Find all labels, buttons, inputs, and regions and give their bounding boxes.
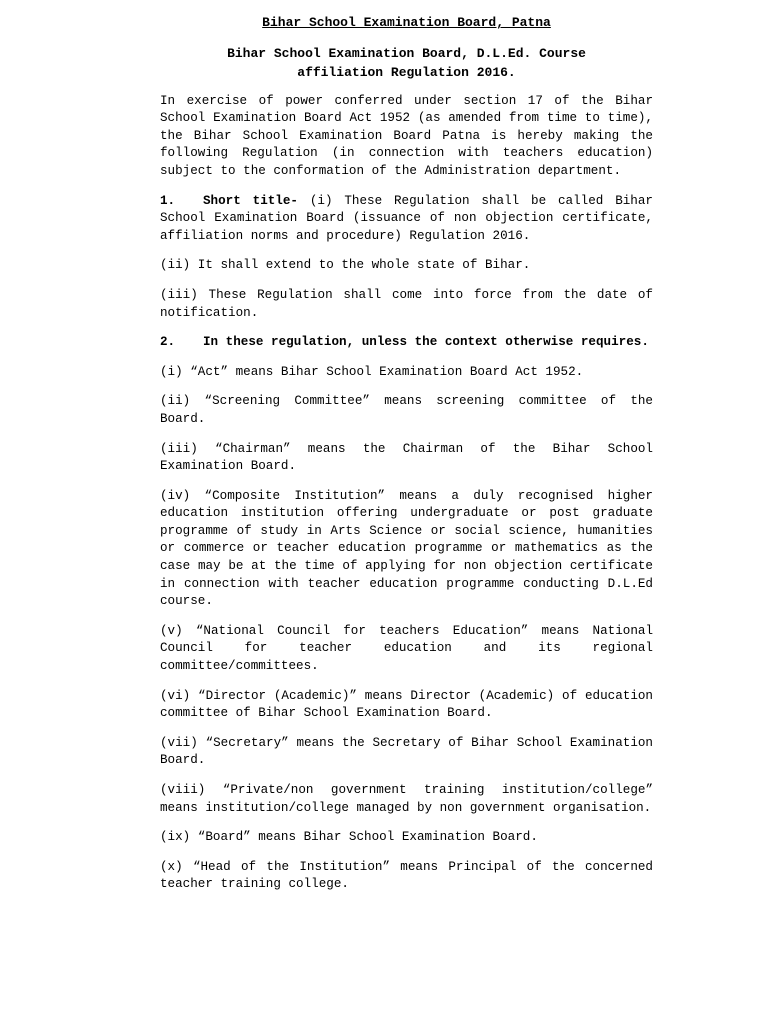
section-2-heading: In these regulation, unless the context otherwise requires.	[203, 335, 649, 350]
definition-vii: (vii) “Secretary” means the Secretary of Bihar School Examination Board.	[160, 735, 653, 768]
definition-x: (x) “Head of the Institution” means Principal of the concerned teacher training college.	[160, 859, 653, 892]
definition-iii: (iii) “Chairman” means the Chairman of the Bihar School Examination Board.	[160, 441, 653, 474]
definition-v: (v) “National Council for teachers Education” means National Council for teacher education and its regional committee/committees.	[160, 623, 653, 674]
section-1-number: 1.	[160, 193, 176, 208]
definition-vi: (vi) “Director (Academic)” means Director (Academic) of education committee of Bihar School Examination Board.	[160, 688, 653, 721]
definition-iv: (iv) “Composite Institution” means a duly recognised higher education institution offering undergraduate or post graduate programme of study in Arts Science or social science, humanities or commerce or teacher education programme or mathematics as the case may be at the time of applying for non objection certificate in connection with teacher education programme conducting D.L.Ed course.	[160, 488, 653, 609]
section-2-heading-paragraph	[160, 334, 653, 352]
subtitle-line-2: affiliation Regulation 2016.	[297, 64, 516, 80]
definition-i: (i) “Act” means Bihar School Examination Board Act 1952.	[160, 364, 584, 379]
section-1-item-iii: (iii) These Regulation shall come into force from the date of notification.	[160, 287, 653, 320]
document-subtitle	[160, 44, 653, 82]
document-page	[160, 14, 653, 906]
section-1-item-ii: (ii) It shall extend to the whole state of Bihar.	[160, 258, 531, 273]
preamble-paragraph: In exercise of power conferred under section 17 of the Bihar School Examination Board Act 1952 (as amended from time to time), the Bihar School Examination Board Patna is hereby making the following Regulation (in connection with teachers education) subject to the conformation of the Administration department.	[160, 93, 653, 178]
definition-ix: (ix) “Board” means Bihar School Examination Board.	[160, 830, 538, 845]
subtitle-line-1: Bihar School Examination Board, D.L.Ed. Course	[227, 45, 586, 61]
definition-viii: (viii) “Private/non government training institution/college” means institution/college managed by non government organisation.	[160, 783, 653, 815]
document-header: Bihar School Examination Board, Patna	[262, 15, 551, 30]
section-1-short-title	[160, 193, 653, 246]
section-1-heading: Short title-	[203, 193, 298, 208]
definition-ii: (ii) “Screening Committee” means screening committee of the Board.	[160, 394, 653, 426]
section-1-text: (i) These Regulation shall be called Bihar School Examination Board (issuance of non objection certificate, affiliation norms and procedure) Regulation 2016.	[160, 193, 653, 243]
section-2-number: 2.	[160, 335, 176, 350]
